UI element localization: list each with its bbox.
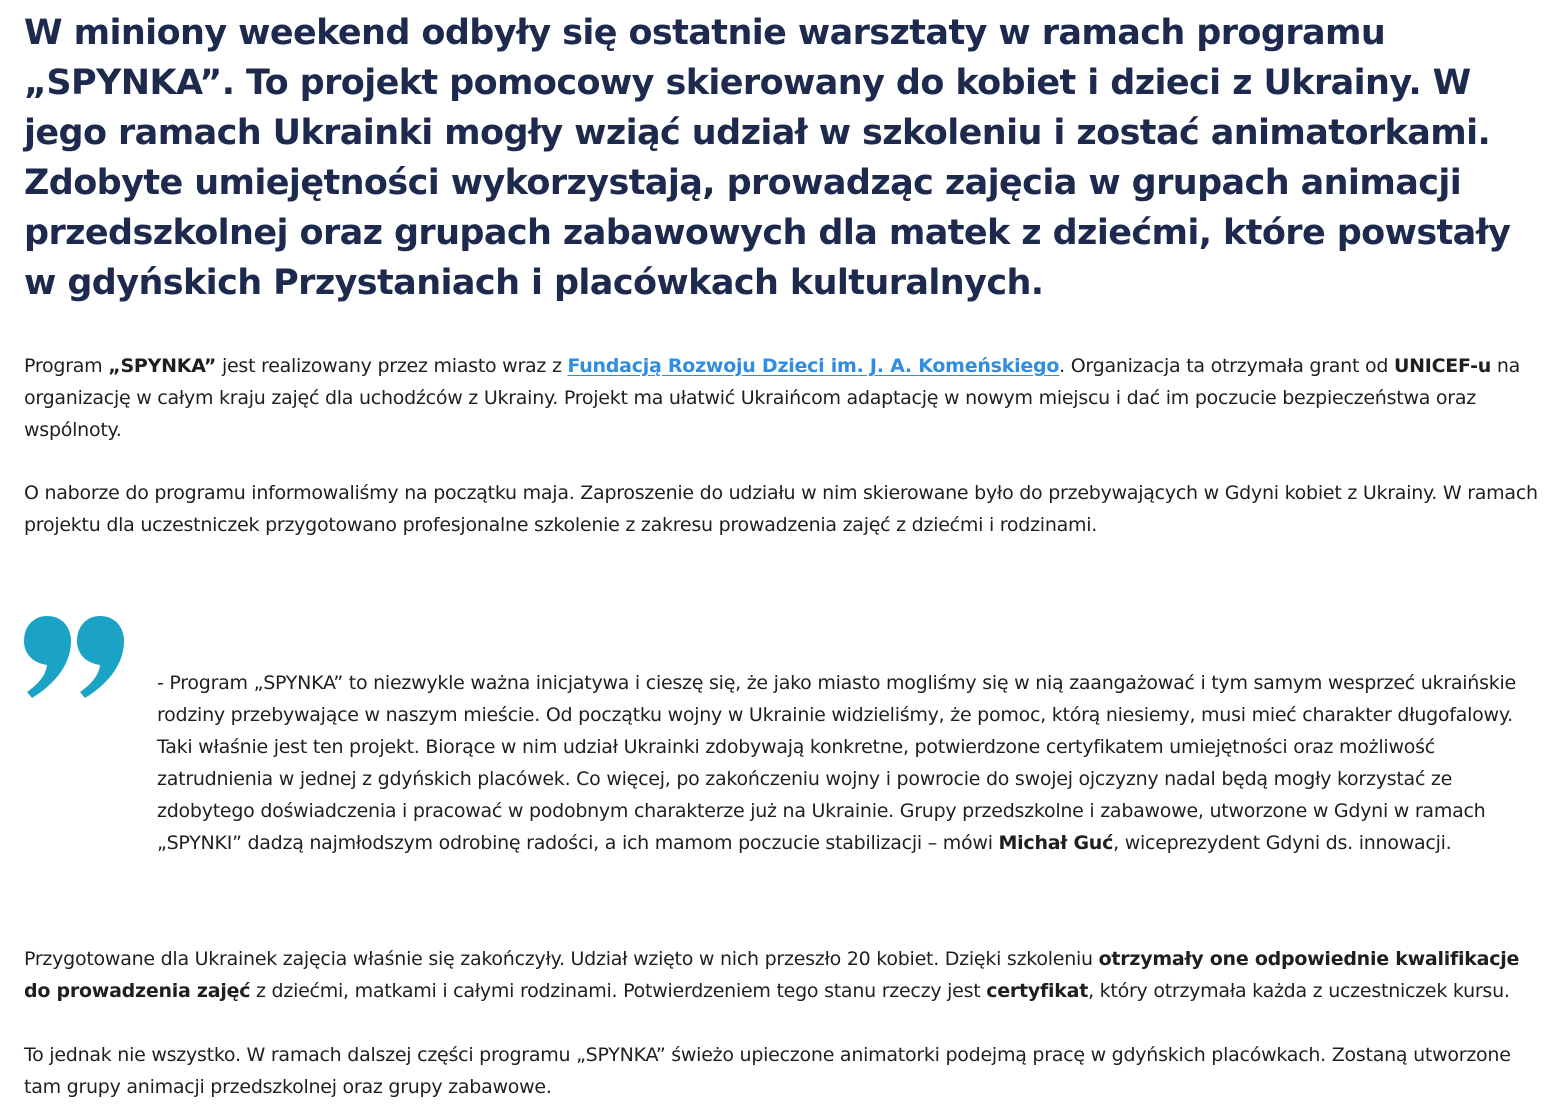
quote-text: - Program „SPYNKA” to niezwykle ważna inicjatywa i cieszę się, że jako miasto mogliśmy się w nią zaangażować i tym samym wesprzeć ukraińskie rodziny przebywające w naszym mieście. Od początku wojny w Ukrainie widzieliśmy, że pomoc, którą niesiemy, musi mieć charakter długofalowy. Taki właśnie jest ten projekt. Biorące w nim udział Ukrainki zdobywają konkretne, potwierdzone certyfikatem umiejętności oraz możliwość zatrudnienia w jednej z gdyńskich placówek. Co więcej, po zakończeniu wojny i powrocie do swojej ojczyzny nadal będą mogły korzystać ze zdobytego doświadczenia i pracować w podobnym charakterze już na Ukrainie. Grupy przedszkolne i zabawowe, utworzone w Gdyni w ramach „SPYNKI” dadzą najmłodszym odrobinę radości, a ich mamom poczucie stabilizacji – mówi <box>157 672 1516 854</box>
text: z dziećmi, matkami i całymi rodzinami. Potwierdzeniem tego stanu rzeczy jest <box>250 980 987 1002</box>
paragraph-next-steps: To jednak nie wszystko. W ramach dalszej części programu „SPYNKA” świeżo upieczone animatorki podejmą pracę w gdyńskich placówkach. Zostaną utworzone tam grupy animacji przedszkolnej oraz grupy zabawowe. <box>24 1044 1511 1098</box>
bold-text: otrzymały one odpowiednie kwalifikacje do prowadzenia zajęć <box>24 948 1520 1002</box>
text: . Organizacja ta otrzymała grant od <box>1059 355 1394 377</box>
text: Przygotowane dla Ukrainek zajęcia właśnie się zakończyły. Udział wzięto w nich przeszło 20 kobiet. Dzięki szkoleniu <box>24 948 1099 970</box>
article-lead: W miniony weekend odbyły się ostatnie warsztaty w ramach programu „SPYNKA”. To projekt pomocowy skierowany do kobiet i dzieci z Ukrainy. W jego ramach Ukrainki mogły wziąć udział w szkoleniu i zostać animatorkami. Zdobyte umiejętności wykorzystają, prowadząc zajęcia w grupach animacji przedszkolnej oraz grupach zabawowych dla matek z dziećmi, które powstały w gdyńskich Przystaniach i placówkach kulturalnych. <box>24 13 1511 303</box>
quote-author: Michał Guć <box>998 832 1114 854</box>
bold-text: certyfikat <box>986 980 1089 1002</box>
program-name: „SPYNKA” <box>108 355 217 377</box>
text: Program <box>24 355 109 377</box>
unicef-name: UNICEF-u <box>1393 355 1492 377</box>
text: jest realizowany przez miasto wraz z <box>216 355 568 377</box>
text: na organizację w całym kraju zajęć dla uchodźców z Ukrainy. Projekt ma ułatwić Ukraińcom adaptację w nowym miejscu i dać im poczucie bezpieczeństwa oraz wspólnoty. <box>24 355 1521 441</box>
paragraph-recruitment: O naborze do programu informowaliśmy na początku maja. Zaproszenie do udziału w nim skierowane było do przebywających w Gdyni kobiet z Ukrainy. W ramach projektu dla uczestniczek przygotowano profesjonalne szkolenie z zakresu prowadzenia zajęć z dziećmi i rodzinami. <box>24 482 1538 536</box>
paragraph-completion <box>24 943 1544 1007</box>
foundation-link[interactable]: Fundacją Rozwoju Dzieci im. J. A. Komeńskiego <box>567 355 1060 377</box>
quote-block <box>157 667 1537 859</box>
text: , który otrzymała każda z uczestniczek kursu. <box>1088 980 1510 1002</box>
paragraph-program <box>24 350 1544 446</box>
quote-icon <box>22 616 128 702</box>
quote-text: , wiceprezydent Gdyni ds. innowacji. <box>1113 832 1452 854</box>
